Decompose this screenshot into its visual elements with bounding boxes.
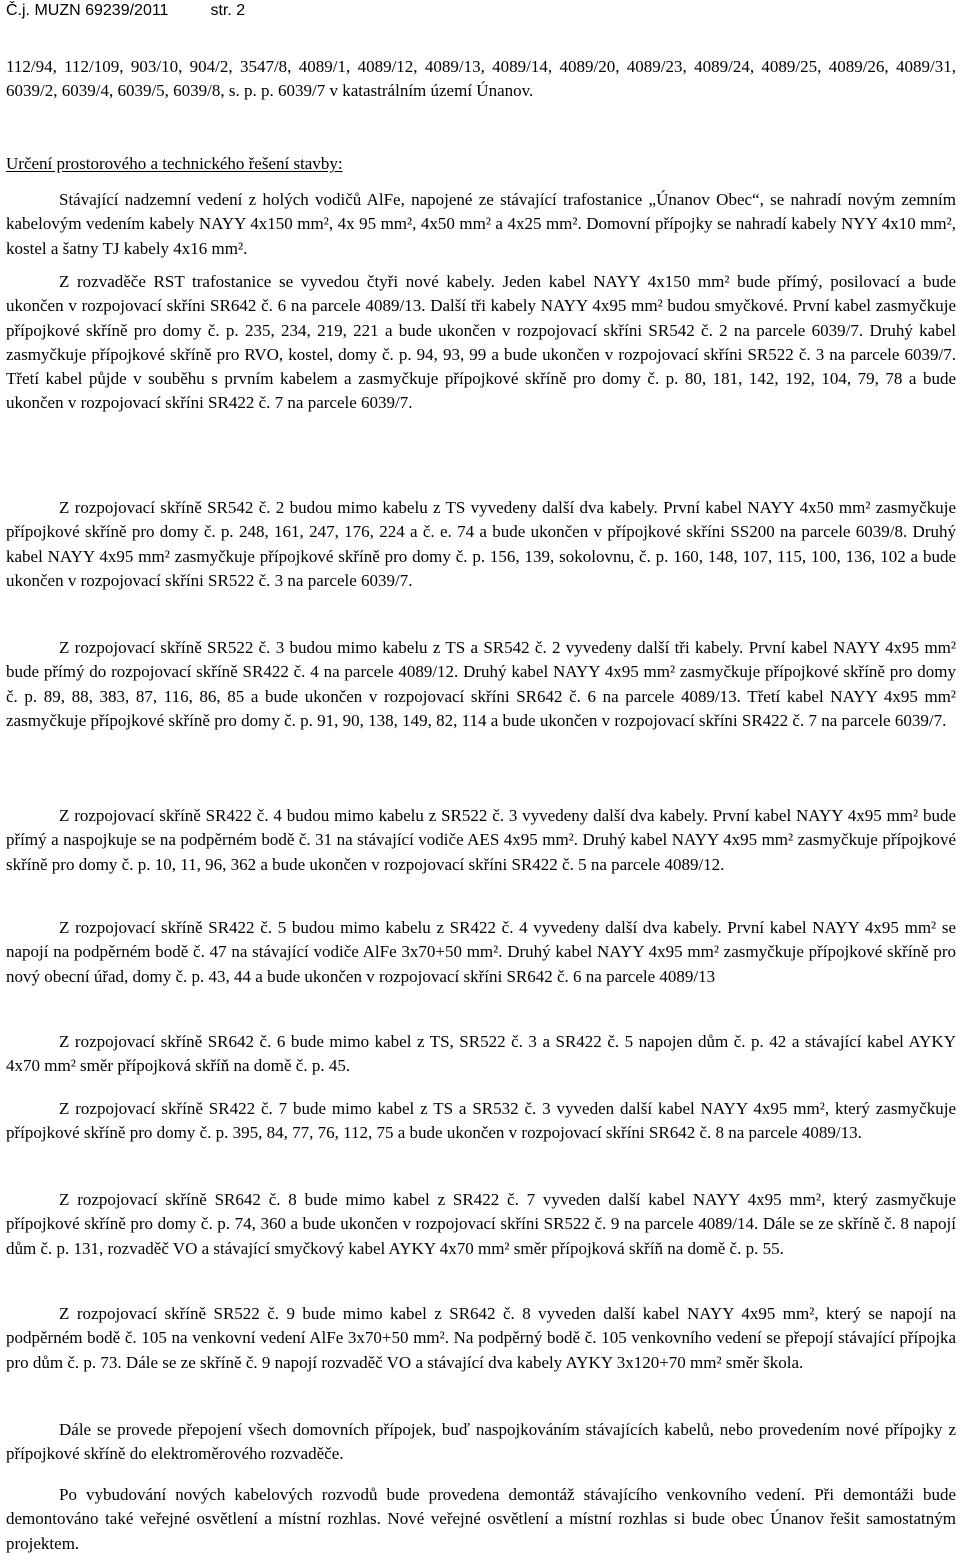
paragraph-4: Z rozpojovací skříně SR522 č. 3 budou mimo kabelu z TS a SR542 č. 2 vyvedeny další tři kabely. První kabel NAYY 4x95 mm² bude přímý do rozpojovací skříně SR422 č. 4 na parcele 4089/12. Druhý kabel NAYY 4x95 mm² zasmyčkuje přípojkové skříně pro domy č. p. 89, 88, 383, 87, 116, 86, 85 a bude ukončen v rozpojovací skříni SR642 č. 6 na parcele 4089/13. Třetí kabel NAYY 4x95 mm² zasmyčkuje přípojkové skříně pro domy č. p. 91, 90, 138, 149, 82, 114 a bude ukončen v rozpojovací skříni SR422 č. 7 na parcele 6039/7. [6, 638, 956, 730]
paragraph-8: Z rozpojovací skříně SR422 č. 7 bude mimo kabel z TS a SR532 č. 3 vyveden další kabel NAYY 4x95 mm², který zasmyčkuje přípojkové skříně pro domy č. p. 395, 84, 77, 76, 112, 75 a bude ukončen v rozpojovací skříni SR642 č. 8 na parcele 4089/13. [6, 1099, 956, 1143]
paragraph-11: Dále se provede přepojení všech domovních přípojek, buď naspojkováním stávajících kabelů, nebo provedením nové přípojky z přípojkové skříně do elektroměrového rozvaděče. [6, 1420, 956, 1464]
section-heading-text: Určení prostorového a technického řešení stavby: [6, 154, 343, 173]
section-heading [6, 152, 956, 176]
parcel-list: 112/94, 112/109, 903/10, 904/2, 3547/8, 4089/1, 4089/12, 4089/13, 4089/14, 4089/20, 4089/23, 4089/24, 4089/25, 4089/26, 4089/31, 6039/2, 6039/4, 6039/5, 6039/8, s. p. p. 6039/7 v katastrálním území Únanov. [6, 57, 956, 101]
paragraph-7: Z rozpojovací skříně SR642 č. 6 bude mimo kabel z TS, SR522 č. 3 a SR422 č. 5 napojen dům č. p. 42 a stávající kabel AYKY 4x70 mm² směr přípojková skříň na domě č. p. 45. [6, 1032, 956, 1076]
paragraph-6: Z rozpojovací skříně SR422 č. 5 budou mimo kabelu z SR422 č. 4 vyvedeny další dva kabely. První kabel NAYY 4x95 mm² se napojí na podpěrném bodě č. 47 na stávající vodiče AlFe 3x70+50 mm². Druhý kabel NAYY 4x95 mm² zasmyčkuje přípojkové skříně pro nový obecní úřad, domy č. p. 43, 44 a bude ukončen v rozpojovací skříni SR642 č. 6 na parcele 4089/13 [6, 918, 956, 986]
document-reference: Č.j. MUZN 69239/2011 [6, 2, 169, 19]
paragraph-3: Z rozpojovací skříně SR542 č. 2 budou mimo kabelu z TS vyvedeny další dva kabely. První kabel NAYY 4x50 mm² zasmyčkuje přípojkové skříně pro domy č. p. 248, 161, 247, 176, 224 a č. e. 74 a bude ukončen v přípojkové skříni SS200 na parcele 6039/8. Druhý kabel NAYY 4x95 mm² zasmyčkuje přípojkové skříně pro domy č. p. 156, 139, sokolovnu, č. p. 160, 148, 107, 115, 100, 136, 102 a bude ukončen v rozpojovací skříni SR522 č. 3 na parcele 6039/7. [6, 498, 956, 590]
paragraph-12: Po vybudování nových kabelových rozvodů bude provedena demontáž stávajícího venkovního vedení. Při demontáži bude demontováno také veřejné osvětlení a místní rozhlas. Nové veřejné osvětlení a místní rozhlas si bude obec Únanov řešit samostatným projektem. [6, 1485, 956, 1553]
paragraph-10: Z rozpojovací skříně SR522 č. 9 bude mimo kabel z SR642 č. 8 vyveden další kabel NAYY 4x95 mm², který se napojí na podpěrném bodě č. 105 na venkovní vedení AlFe 3x70+50 mm². Na podpěrný bodě č. 105 venkovního vedení se přepojí stávající přípojka pro dům č. p. 73. Dále se ze skříně č. 9 napojí rozvaděč VO a stávající dva kabely AYKY 3x120+70 mm² směr škola. [6, 1304, 956, 1372]
page-header [6, 0, 245, 22]
paragraph-2: Z rozvaděče RST trafostanice se vyvedou čtyři nové kabely. Jeden kabel NAYY 4x150 mm² bude přímý, posilovací a bude ukončen v rozpojovací skříni SR642 č. 6 na parcele 4089/13. Další tři kabely NAYY 4x95 mm² budou smyčkové. První kabel zasmyčkuje přípojkové skříně pro domy č. p. 235, 234, 219, 221 a bude ukončen v rozpojovací skříni SR542 č. 2 na parcele 6039/7. Druhý kabel zasmyčkuje přípojkové skříně pro RVO, kostel, domy č. p. 94, 93, 99 a bude ukončen v rozpojovací skříni SR522 č. 3 na parcele 6039/7. Třetí kabel půjde v souběhu s prvním kabelem a zasmyčkuje přípojkové skříně pro domy č. p. 80, 181, 142, 192, 104, 79, 78 a bude ukončen v rozpojovací skříni SR422 č. 7 na parcele 6039/7. [6, 272, 956, 413]
paragraph-1: Stávající nadzemní vedení z holých vodičů AlFe, napojené ze stávající trafostanice „Únanov Obec“, se nahradí novým zemním kabelovým vedením kabely NAYY 4x150 mm², 4x 95 mm², 4x50 mm² a 4x25 mm². Domovní přípojky se nahradí kabely NYY 4x10 mm², kostel a šatny TJ kabely 4x16 mm². [6, 190, 956, 258]
paragraph-5: Z rozpojovací skříně SR422 č. 4 budou mimo kabelu z SR522 č. 3 vyvedeny další dva kabely. První kabel NAYY 4x95 mm² bude přímý a naspojkuje se na podpěrném bodě č. 31 na stávající vodiče AES 4x95 mm². Druhý kabel NAYY 4x95 mm² zasmyčkuje přípojkové skříně pro domy č. p. 10, 11, 96, 362 a bude ukončen v rozpojovací skříni SR422 č. 5 na parcele 4089/12. [6, 806, 956, 874]
page-number: str. 2 [210, 2, 246, 19]
paragraph-9: Z rozpojovací skříně SR642 č. 8 bude mimo kabel z SR422 č. 7 vyveden další kabel NAYY 4x95 mm², který zasmyčkuje přípojkové skříně pro domy č. p. 74, 360 a bude ukončen v rozpojovací skříni SR522 č. 9 na parcele 4089/14. Dále se ze skříně č. 8 napojí dům č. p. 131, rozvaděč VO a stávající smyčkový kabel AYKY 4x70 mm² směr přípojková skříň na domě č. p. 55. [6, 1190, 956, 1258]
document-page [6, 0, 956, 1560]
